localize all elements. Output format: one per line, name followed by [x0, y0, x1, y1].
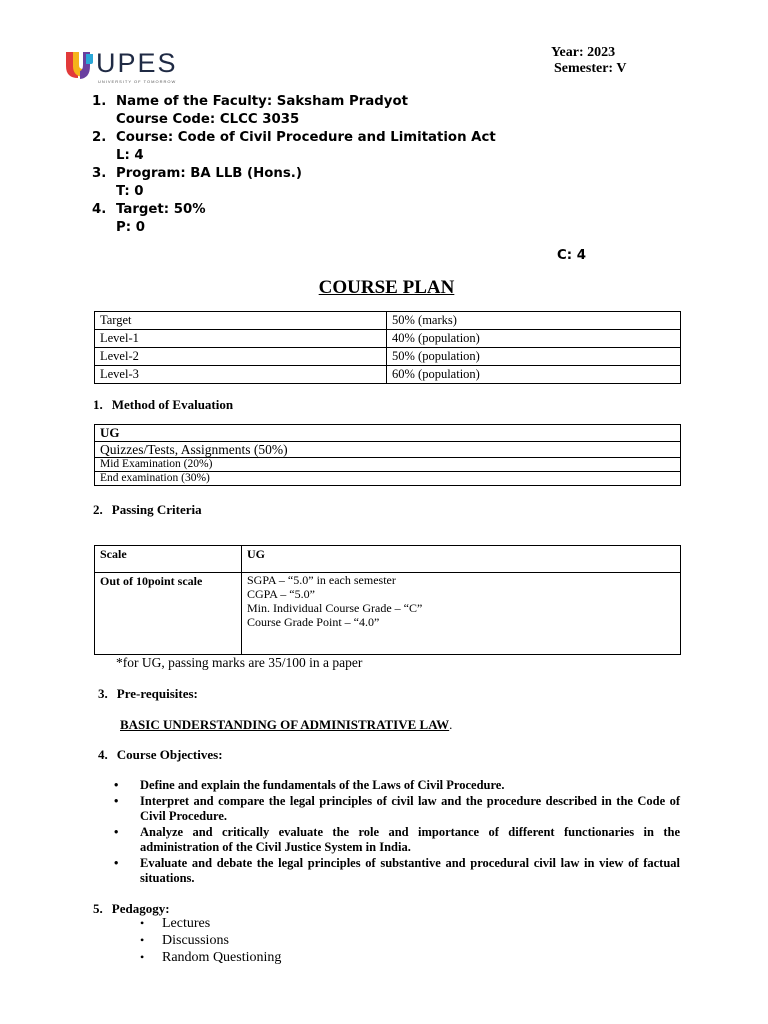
- credits: C: 4: [557, 248, 586, 263]
- bullet-icon: •: [114, 824, 119, 839]
- table-cell: Level-1: [95, 330, 387, 348]
- faculty-info: [92, 93, 496, 237]
- section-heading: 5. Pedagogy:: [93, 901, 170, 916]
- table-row: [95, 472, 681, 486]
- faculty-sub: P: 0: [116, 220, 145, 235]
- list-item: • Lectures: [140, 916, 211, 931]
- section-heading: 1. Method of Evaluation: [93, 397, 234, 412]
- table-cell: Quizzes/Tests, Assignments (50%): [95, 442, 681, 458]
- table-row: [95, 442, 681, 458]
- table-cell: 40% (population): [387, 330, 681, 348]
- bullet-icon: •: [114, 778, 119, 792]
- prerequisite-text: BASIC UNDERSTANDING OF ADMINISTRATIVE LAW.: [120, 717, 453, 732]
- table-cell: Target: [95, 312, 387, 330]
- table-cell: End examination (30%): [95, 472, 681, 486]
- passing-table: [94, 545, 681, 655]
- bullet-icon: •: [114, 793, 119, 808]
- logo-mark-icon: [64, 48, 96, 82]
- logo-tagline: UNIVERSITY OF TOMORROW: [98, 79, 177, 84]
- table-row: [95, 312, 681, 330]
- faculty-item: 4. Target: 50% P: 0: [92, 201, 496, 237]
- faculty-line: Name of the Faculty: Saksham Pradyot: [116, 94, 408, 109]
- list-item: • Discussions: [140, 933, 229, 948]
- bullet-icon: •: [140, 916, 145, 930]
- list-item: • Define and explain the fundamentals of the Laws of Civil Procedure.: [114, 778, 505, 792]
- target-table: [94, 311, 681, 384]
- passing-note: *for UG, passing marks are 35/100 in a paper: [116, 655, 363, 670]
- upes-logo: [64, 48, 182, 88]
- list-item: • Evaluate and debate the legal principles of substantive and procedural civil law in view of factual situations.: [114, 855, 680, 885]
- criteria-line: SGPA – “5.0” in each semester: [247, 573, 396, 587]
- table-row: [95, 366, 681, 384]
- logo-text: UPES: [96, 48, 178, 78]
- evaluation-table: [94, 424, 681, 486]
- section-heading: 4. Course Objectives:: [98, 747, 223, 762]
- criteria-line: Course Grade Point – “4.0”: [247, 615, 380, 629]
- table-cell: Level-3: [95, 366, 387, 384]
- year: Year: 2023: [551, 45, 616, 60]
- criteria-line: Min. Individual Course Grade – “C”: [247, 601, 423, 615]
- faculty-sub: Course Code: CLCC 3035: [116, 112, 300, 127]
- objectives-list: [114, 778, 680, 887]
- list-item: • Random Questioning: [140, 950, 282, 965]
- faculty-line: Target: 50%: [116, 202, 206, 217]
- table-cell: 50% (marks): [387, 312, 681, 330]
- faculty-line: Course: Code of Civil Procedure and Limitation Act: [116, 130, 496, 145]
- table-row: [95, 458, 681, 472]
- table-cell: [242, 573, 681, 655]
- bullet-icon: •: [140, 933, 145, 947]
- faculty-sub: L: 4: [116, 148, 144, 163]
- list-item: • Analyze and critically evaluate the role and importance of different functionaries in the administration of the Civil Justice System in India.: [114, 824, 680, 854]
- faculty-item: 2. Course: Code of Civil Procedure and Limitation Act L: 4: [92, 130, 496, 163]
- page-title: COURSE PLAN: [318, 277, 455, 298]
- table-row: [95, 330, 681, 348]
- faculty-item: 3. Program: BA LLB (Hons.) T: 0: [92, 165, 496, 201]
- table-cell: Mid Examination (20%): [95, 458, 681, 472]
- pedagogy-list: [140, 915, 281, 966]
- table-row: [95, 573, 681, 655]
- table-cell: 60% (population): [387, 366, 681, 384]
- faculty-sub: T: 0: [116, 184, 144, 199]
- table-cell: Out of 10point scale: [95, 573, 242, 655]
- bullet-icon: •: [114, 855, 119, 870]
- faculty-item: 1. Name of the Faculty: Saksham Pradyot Course Code: CLCC 3035: [92, 93, 496, 129]
- bullet-icon: •: [140, 950, 145, 964]
- section-heading: 2. Passing Criteria: [93, 502, 202, 517]
- table-cell: 50% (population): [387, 348, 681, 366]
- table-cell: Scale: [95, 546, 242, 573]
- semester: Semester: V: [554, 61, 627, 76]
- faculty-line: Program: BA LLB (Hons.): [116, 166, 302, 181]
- table-cell: Level-2: [95, 348, 387, 366]
- table-row: [95, 425, 681, 442]
- criteria-line: CGPA – “5.0”: [247, 587, 315, 601]
- table-cell: UG: [95, 425, 681, 442]
- table-row: [95, 348, 681, 366]
- section-heading: 3. Pre-requisites:: [98, 686, 198, 701]
- table-cell: UG: [242, 546, 681, 573]
- table-row: [95, 546, 681, 573]
- list-item: • Interpret and compare the legal principles of civil law and the procedure described in the Code of Civil Procedure.: [114, 793, 680, 823]
